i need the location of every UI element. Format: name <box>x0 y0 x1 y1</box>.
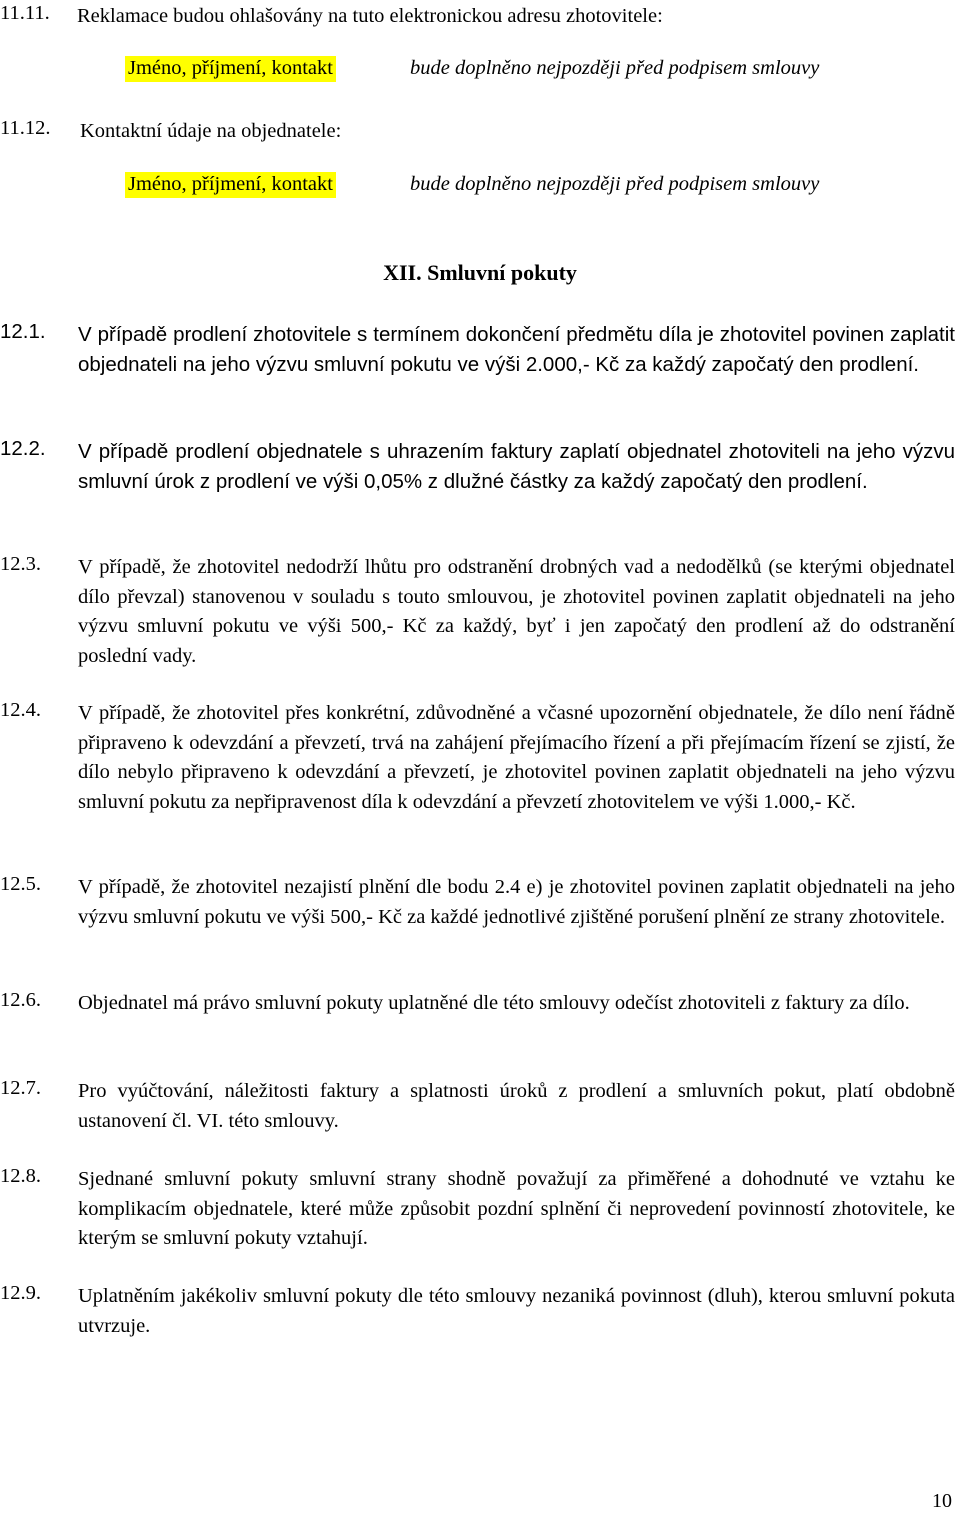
clause-text: V případě prodlení zhotovitele s termínem dokončení předmětu díla je zhotovitel povinen zaplatit objednateli na jeho výzvu smluvní pokutu ve výši 2.000,- Kč za každý započatý den prodlení. <box>78 323 955 376</box>
clause-number: 12.1. <box>0 320 46 343</box>
clause-text: Kontaktní údaje na objednatele: <box>80 120 342 142</box>
clause-number: 11.12. <box>0 117 51 139</box>
clause-number: 12.4. <box>0 699 41 721</box>
clause-number: 12.6. <box>0 989 41 1011</box>
clause-number: 12.5. <box>0 873 41 895</box>
clause-text: V případě, že zhotovitel nedodrží lhůtu pro odstranění drobných vad a nedodělků (se kterými objednatel dílo převzal) stanovenou v souladu s touto smlouvou, je zhotovitel povinen zaplatit objednateli na jeho výzvu smluvní pokutu ve výši 500,- Kč za každý, byť i jen započatý den prodlení až do odstranění poslední vady. <box>78 556 955 667</box>
clause-text: V případě prodlení objednatele s uhrazením faktury zaplatí objednatel zhotoviteli na jeho výzvu smluvní úrok z prodlení ve výši 0,05% z dlužné částky za každý započatý den prodlení. <box>78 440 955 493</box>
clause-text: Sjednané smluvní pokuty smluvní strany shodně považují za přiměřené a dohodnuté ve vztahu ke komplikacím objednatele, které může způsobit pozdní splnění či neprovedení povinností zhotovitele, ke kterým se smluvní pokuty vztahují. <box>78 1168 955 1249</box>
clause-text: Pro vyúčtování, náležitosti faktury a splatnosti úroků z prodlení a smluvních pokut, platí obdobně ustanovení čl. VI. této smlouvy. <box>78 1080 955 1132</box>
page-number: 10 <box>932 1490 952 1512</box>
clause-number: 12.7. <box>0 1077 41 1099</box>
clause-number: 12.9. <box>0 1282 41 1304</box>
section-heading: XII. Smluvní pokuty <box>383 260 577 285</box>
contact-placeholder: bude doplněno nejpozději před podpisem smlouvy <box>410 173 820 195</box>
clause-number: 11.11. <box>0 2 50 24</box>
clause-text: Reklamace budou ohlašovány na tuto elektronickou adresu zhotovitele: <box>77 5 663 27</box>
clause-number: 12.2. <box>0 437 46 460</box>
clause-text: V případě, že zhotovitel nezajistí plnění dle bodu 2.4 e) je zhotovitel povinen zaplatit objednateli na jeho výzvu smluvní pokutu ve výši 500,- Kč za každé jednotlivé zjištěné porušení plnění ze strany zhotovitele. <box>78 876 955 928</box>
contact-label-highlight: Jméno, příjmení, kontakt <box>125 56 336 82</box>
contractor-contact-row <box>0 56 960 86</box>
clause-number: 12.8. <box>0 1165 41 1187</box>
clause-text: Uplatněním jakékoliv smluvní pokuty dle této smlouvy nezaniká povinnost (dluh), kterou smluvní pokuta utvrzuje. <box>78 1285 955 1337</box>
client-contact-row <box>0 172 960 202</box>
contact-label-highlight: Jméno, příjmení, kontakt <box>125 172 336 198</box>
clause-text: V případě, že zhotovitel přes konkrétní, zdůvodněné a včasné upozornění objednatele, že dílo není řádně připraveno k odevzdání a převzetí, trvá na zahájení přejímacího řízení a při přejímacím řízení se zjistí, že dílo nebylo připraveno k odevzdání a převzetí, je zhotovitel povinen zaplatit objednateli na jeho výzvu smluvní pokutu za nepřipravenost díla k odevzdání a převzetí zhotovitelem ve výši 1.000,- Kč. <box>78 702 955 813</box>
clause-number: 12.3. <box>0 553 41 575</box>
contact-placeholder: bude doplněno nejpozději před podpisem smlouvy <box>410 57 820 79</box>
clause-text: Objednatel má právo smluvní pokuty uplatněné dle této smlouvy odečíst zhotoviteli z faktury za dílo. <box>78 992 910 1014</box>
